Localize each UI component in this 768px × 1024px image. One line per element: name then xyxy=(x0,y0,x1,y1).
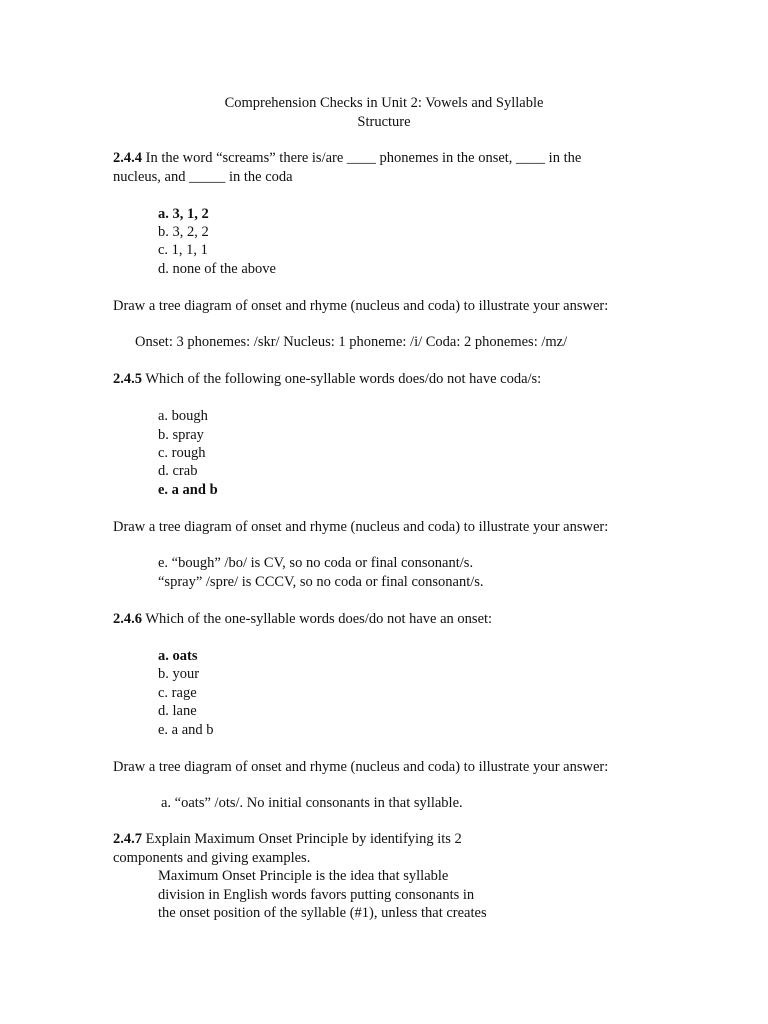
question-text: In the word “screams” there is/are ____ phonemes in the onset, ____ in the xyxy=(142,150,582,166)
answer-text: Onset: 3 phonemes: /skr/ Nucleus: 1 phoneme: /i/ Coda: 2 phonemes: /mz/ xyxy=(135,334,568,350)
document-title-line-2: Structure xyxy=(357,114,411,130)
option-correct: e. a and b xyxy=(158,482,218,498)
question-number: 2.4.7 xyxy=(113,831,142,847)
answer-text: e. “bough” /bo/ is CV, so no coda or final consonant/s. xyxy=(158,555,474,571)
question-text: Which of the one-syllable words does/do not have an onset: xyxy=(142,611,493,627)
option: e. a and b xyxy=(158,722,214,738)
option: b. 3, 2, 2 xyxy=(158,224,209,240)
answer-text: Maximum Onset Principle is the idea that syllable xyxy=(158,868,449,884)
option: b. your xyxy=(158,666,200,682)
option: d. crab xyxy=(158,463,198,479)
option: a. bough xyxy=(158,408,208,424)
answer-text: a. “oats” /ots/. No initial consonants in that syllable. xyxy=(161,795,463,811)
question-text: Explain Maximum Onset Principle by identifying its 2 xyxy=(142,831,462,847)
question-text: Which of the following one-syllable words does/do not have coda/s: xyxy=(142,371,542,387)
option: b. spray xyxy=(158,427,204,443)
answer-text: “spray” /spre/ is CCCV, so no coda or final consonant/s. xyxy=(158,574,484,590)
option-correct: a. oats xyxy=(158,648,198,664)
question-number: 2.4.6 xyxy=(113,611,142,627)
option-correct: a. 3, 1, 2 xyxy=(158,206,209,222)
option: d. none of the above xyxy=(158,261,276,277)
question-2-4-5 xyxy=(113,370,541,388)
option: d. lane xyxy=(158,703,197,719)
question-2-4-6 xyxy=(113,610,492,628)
question-2-4-4-line-2: nucleus, and _____ in the coda xyxy=(113,169,293,185)
tree-diagram-prompt: Draw a tree diagram of onset and rhyme (nucleus and coda) to illustrate your answer: xyxy=(113,298,609,314)
document-title-line-1: Comprehension Checks in Unit 2: Vowels and Syllable xyxy=(224,95,544,111)
option: c. 1, 1, 1 xyxy=(158,242,208,258)
answer-text: division in English words favors putting consonants in xyxy=(158,887,475,903)
option: c. rough xyxy=(158,445,206,461)
answer-text: the onset position of the syllable (#1), unless that creates xyxy=(158,905,487,921)
option: c. rage xyxy=(158,685,197,701)
question-2-4-7 xyxy=(113,830,462,848)
question-2-4-7-line-2: components and giving examples. xyxy=(113,850,311,866)
question-number: 2.4.4 xyxy=(113,150,142,166)
question-2-4-4 xyxy=(113,149,581,167)
question-number: 2.4.5 xyxy=(113,371,142,387)
tree-diagram-prompt: Draw a tree diagram of onset and rhyme (nucleus and coda) to illustrate your answer: xyxy=(113,759,609,775)
tree-diagram-prompt: Draw a tree diagram of onset and rhyme (nucleus and coda) to illustrate your answer: xyxy=(113,519,609,535)
